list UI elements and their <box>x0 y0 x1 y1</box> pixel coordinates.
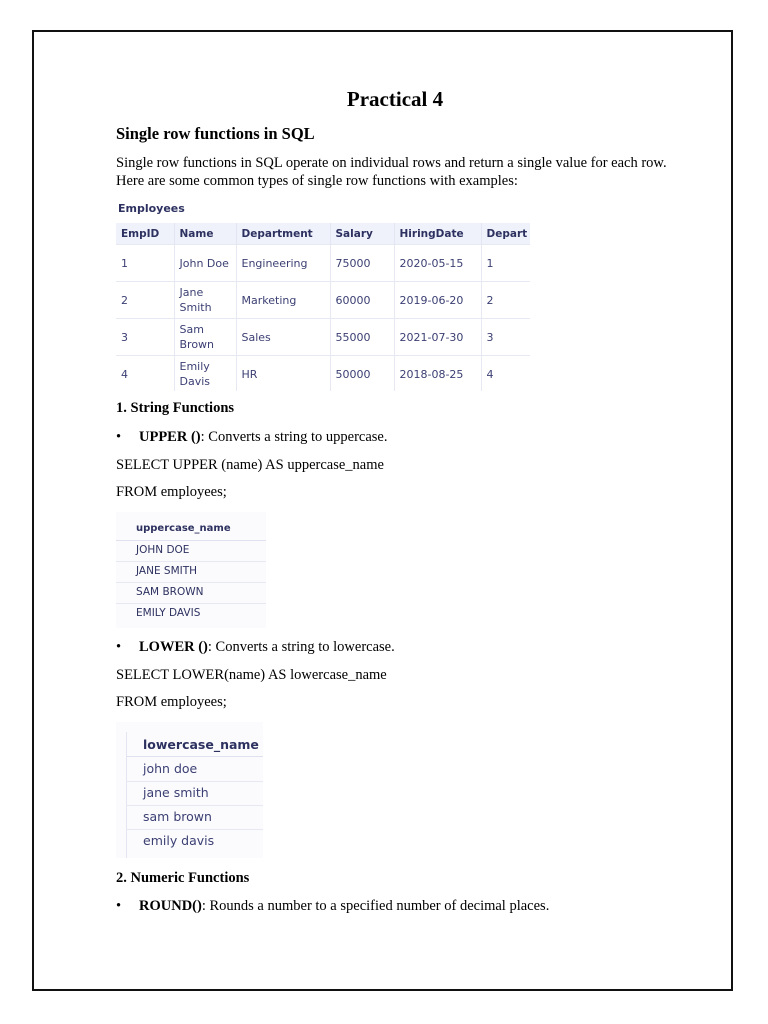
table-row <box>126 757 263 782</box>
table-cell: Marketing <box>236 282 330 319</box>
table-row <box>126 781 263 806</box>
table-row <box>116 282 530 319</box>
function-description: : Rounds a number to a specified number of decimal places. <box>201 898 550 914</box>
result-cell: JOHN DOE <box>136 544 190 556</box>
column-header: Name <box>174 223 236 245</box>
lower-query-line-1: SELECT LOWER(name) AS lowercase_name <box>116 667 387 683</box>
result-cell: john doe <box>143 761 198 776</box>
result-header-label: uppercase_name <box>136 523 231 534</box>
table-row <box>116 245 530 282</box>
column-header: HiringDate <box>394 223 481 245</box>
table-cell: 2 <box>481 282 530 319</box>
lower-query-line-2: FROM employees; <box>116 694 227 710</box>
table-cell: 2021-07-30 <box>394 319 481 356</box>
table-cell: 2 <box>116 282 174 319</box>
round-bullet-item <box>116 898 549 915</box>
column-header: Department <box>236 223 330 245</box>
table-row <box>116 562 266 583</box>
lower-bullet-item <box>116 639 395 656</box>
result-cell: sam brown <box>143 809 212 824</box>
table-row <box>126 805 263 830</box>
table-cell: 75000 <box>330 245 394 282</box>
table-cell: 50000 <box>330 356 394 392</box>
table-cell: 2019-06-20 <box>394 282 481 319</box>
table-row <box>126 829 263 853</box>
table-cell: 3 <box>481 319 530 356</box>
function-name: LOWER () <box>139 639 208 655</box>
table-row <box>116 604 266 624</box>
page-title: Practical 4 <box>346 87 444 111</box>
employees-table <box>116 223 530 391</box>
column-header: EmpID <box>116 223 174 245</box>
result-header <box>126 732 263 757</box>
string-functions-heading: 1. String Functions <box>116 400 235 416</box>
table-cell: 1 <box>116 245 174 282</box>
column-header: Depart <box>481 223 530 245</box>
table-row <box>116 583 266 604</box>
table-cell: 1 <box>481 245 530 282</box>
bullet-marker: • <box>116 898 122 914</box>
table-header-row <box>116 223 530 245</box>
table-row <box>116 319 530 356</box>
bullet-marker: • <box>116 429 122 445</box>
result-cell: JANE SMITH <box>136 565 198 577</box>
column-header: Salary <box>330 223 394 245</box>
table-row <box>116 541 266 562</box>
section-heading: Single row functions in SQL <box>116 124 315 143</box>
table-cell: Jane Smith <box>174 282 236 319</box>
upper-query-line-1: SELECT UPPER (name) AS uppercase_name <box>116 457 384 473</box>
table-cell: Emily Davis <box>174 356 236 392</box>
intro-paragraph: Single row functions in SQL operate on individual rows and return a single value for each row. Here are some common types of single row functions with examples: <box>116 155 667 189</box>
result-cell: EMILY DAVIS <box>136 607 201 619</box>
table-cell: 60000 <box>330 282 394 319</box>
result-cell: jane smith <box>143 785 209 800</box>
table-cell: Engineering <box>236 245 330 282</box>
table-cell: 4 <box>481 356 530 392</box>
upper-query-line-2: FROM employees; <box>116 484 227 500</box>
table-cell: 2020-05-15 <box>394 245 481 282</box>
table-cell: Sam Brown <box>174 319 236 356</box>
table-cell: 2018-08-25 <box>394 356 481 392</box>
employees-caption: Employees <box>118 202 185 215</box>
result-header <box>116 519 266 541</box>
employees-table-figure <box>116 201 530 391</box>
table-row <box>116 356 530 392</box>
function-description: : Converts a string to lowercase. <box>207 639 395 655</box>
table-cell: Sales <box>236 319 330 356</box>
table-cell: John Doe <box>174 245 236 282</box>
table-cell: 3 <box>116 319 174 356</box>
function-name: ROUND() <box>139 898 202 914</box>
uppercase-result-table <box>116 512 266 628</box>
result-cell: SAM BROWN <box>136 586 204 598</box>
table-cell: 4 <box>116 356 174 392</box>
upper-bullet-item <box>116 429 387 446</box>
function-name: UPPER () <box>139 429 201 445</box>
result-header-label: lowercase_name <box>143 737 259 752</box>
function-description: : Converts a string to uppercase. <box>200 429 388 445</box>
lowercase-result-table <box>116 722 263 858</box>
table-cell: HR <box>236 356 330 392</box>
bullet-marker: • <box>116 639 122 655</box>
result-cell: emily davis <box>143 833 215 848</box>
table-cell: 55000 <box>330 319 394 356</box>
numeric-functions-heading: 2. Numeric Functions <box>116 870 250 886</box>
